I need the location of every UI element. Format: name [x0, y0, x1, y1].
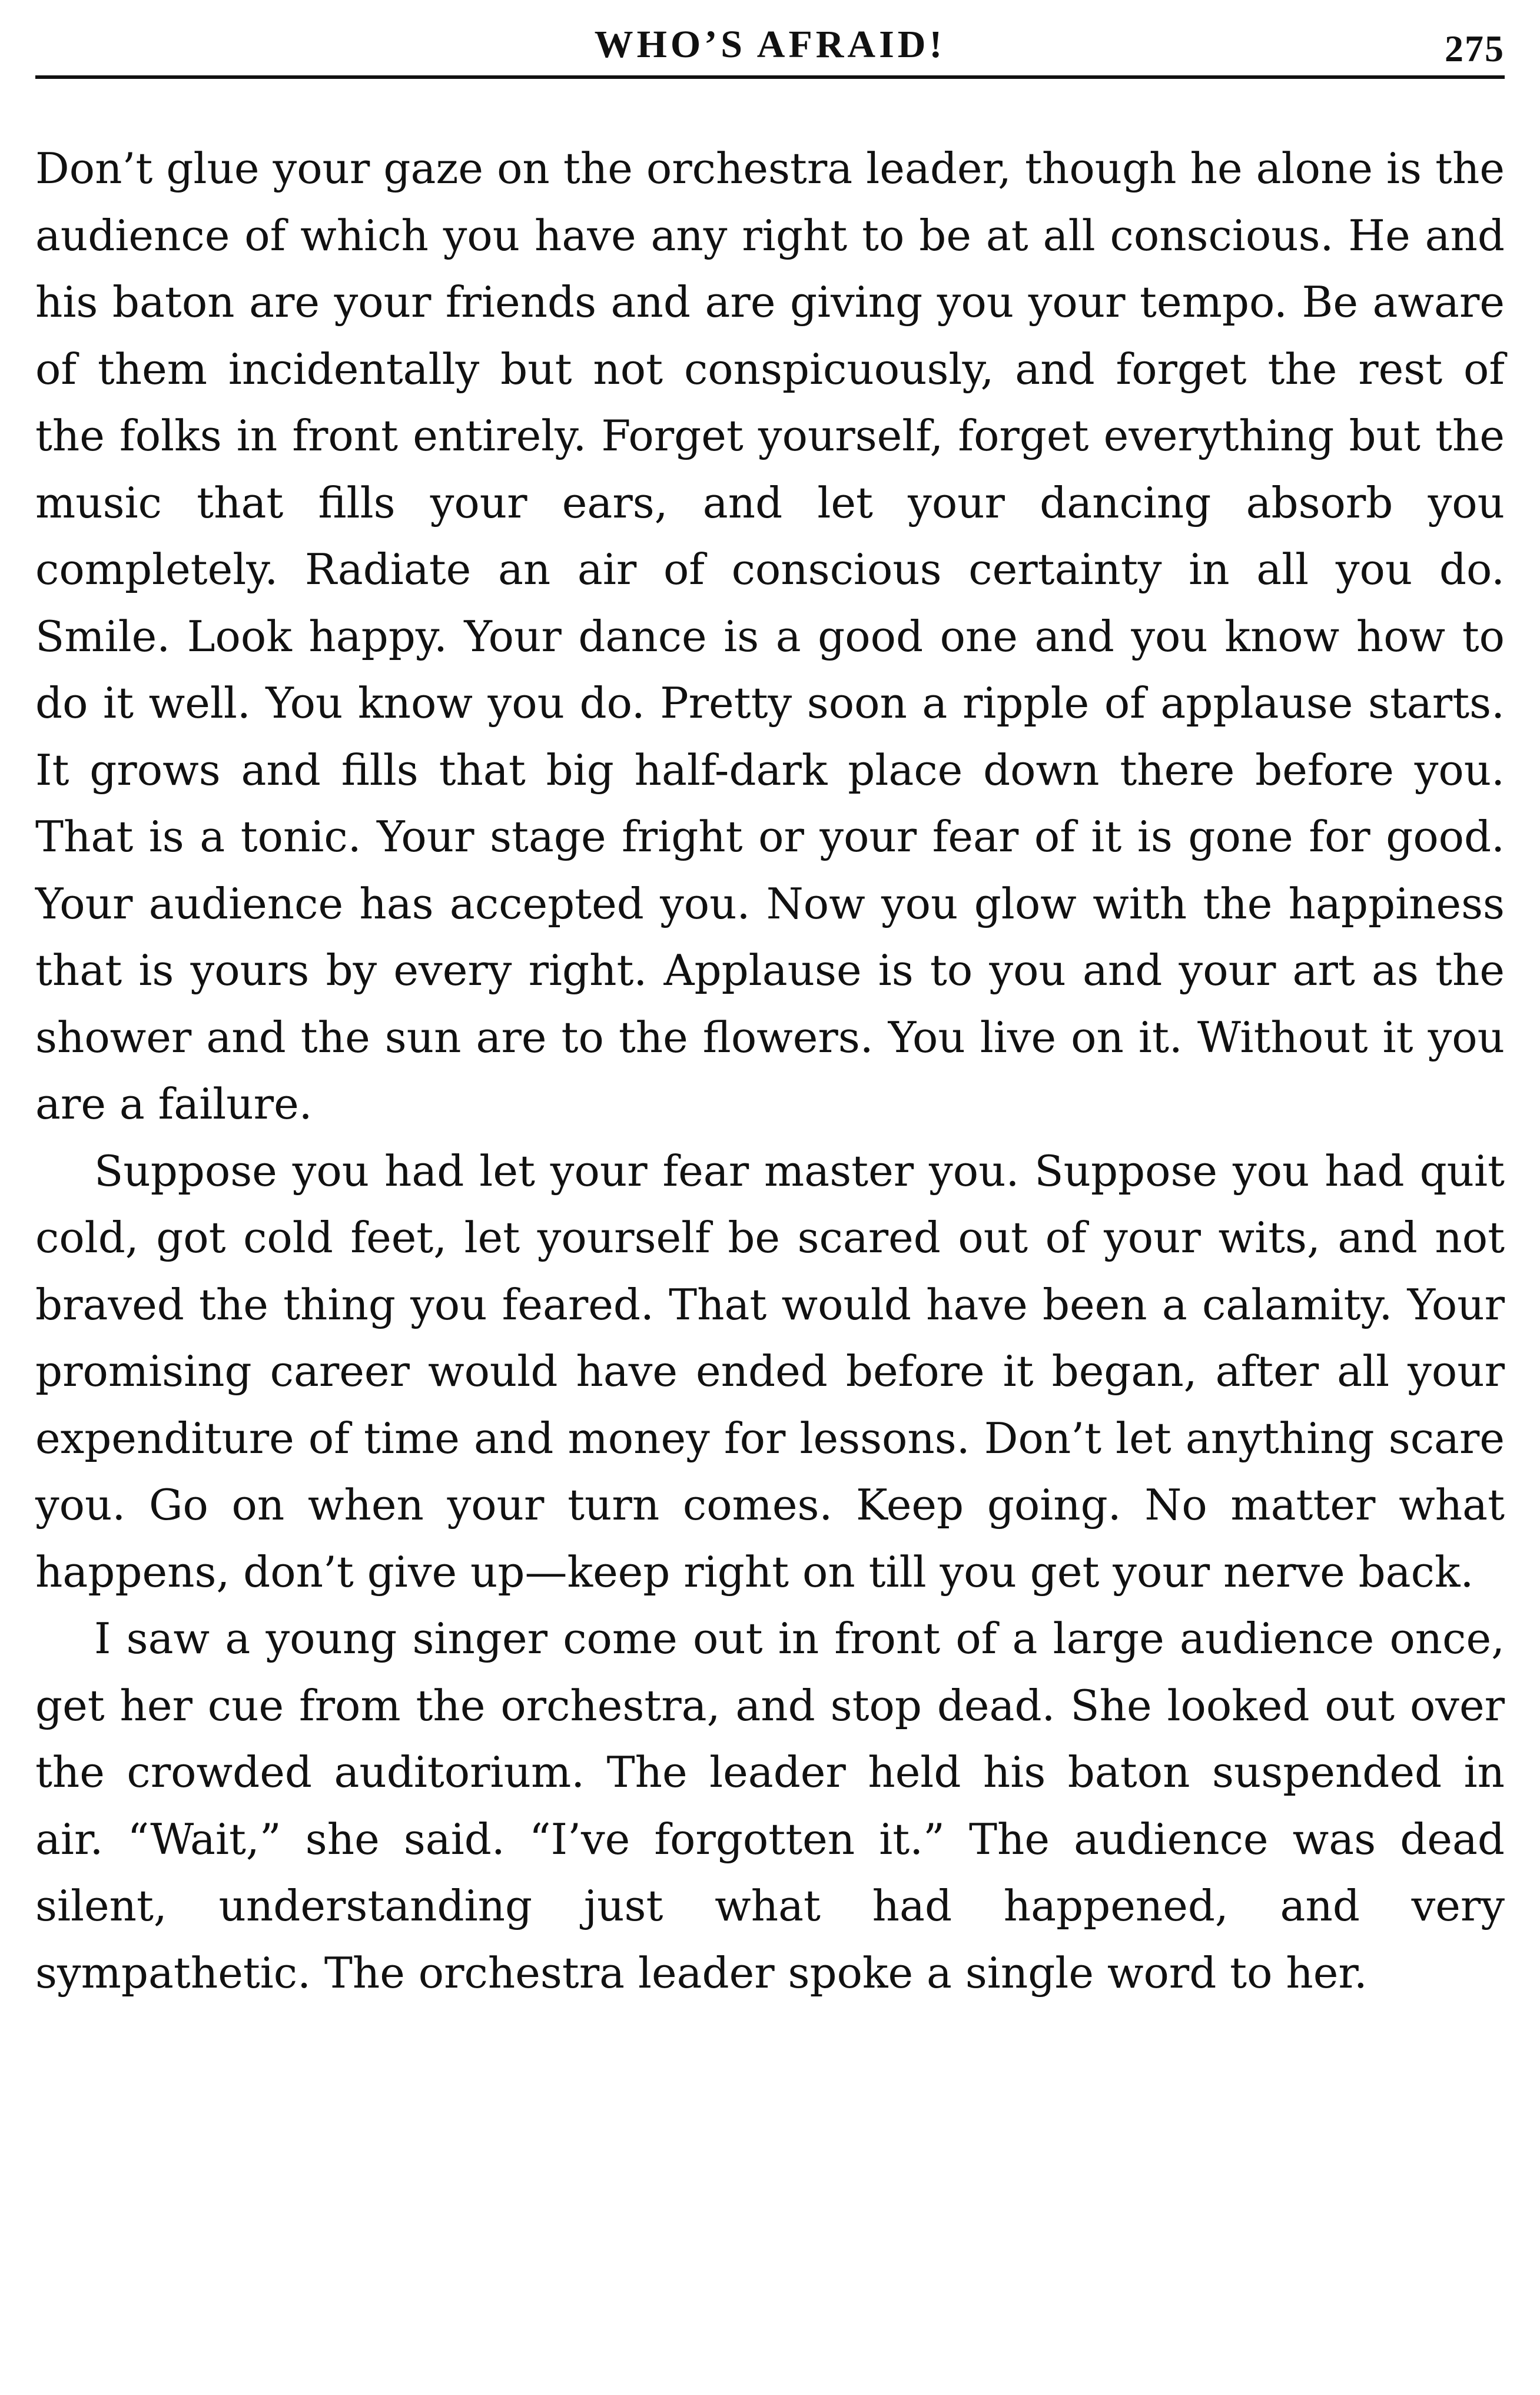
- running-head: WHO’S AFRAID!: [594, 23, 946, 66]
- paragraph-3: I saw a young singer come out in front of a large audience once, get her cue from the orchestra, and stop dead. She looked out over the crowded auditorium. The leader held his baton suspended in air. “Wait,” she said. “I’ve forgotten it.” The audience was dead silent, understanding just what had happened, and very sympathetic. The orchestra leader spoke a single word to her.: [35, 1614, 1505, 1998]
- header-rule: [35, 75, 1505, 79]
- paragraph-1: Don’t glue your gaze on the orchestra leader, though he alone is the audience of which you have any right to be at all conscious. He and his baton are your friends and are giving you your tempo. Be aware of them incidentally but not conspicuously, and forget the rest of the folks in front entirely. Forget yourself, forget everything but the music that fills your ears, and let your dancing absorb you completely. Radiate an air of conscious certainty in all you do. Smile. Look happy. Your dance is a good one and you know how to do it well. You know you do. Pretty soon a ripple of applause starts. It grows and fills that big half-dark place down there before you. That is a tonic. Your stage fright or your fear of it is gone for good. Your audience has accepted you. Now you glow with the happiness that is yours by every right. Applause is to you and your art as the shower and the sun are to the flowers. You live on it. Without it you are a failure.: [35, 144, 1505, 1129]
- body-text: [35, 135, 1505, 2006]
- page-number: 275: [1445, 28, 1505, 69]
- page-header: [35, 16, 1505, 81]
- paragraph-2: Suppose you had let your fear master you. Suppose you had quit cold, got cold feet, let yourself be scared out of your wits, and not braved the thing you feared. That would have been a calamity. Your promising career would have ended before it began, after all your expenditure of time and money for lessons. Don’t let anything scare you. Go on when your turn comes. Keep going. No matter what happens, don’t give up—keep right on till you get your nerve back.: [35, 1146, 1505, 1597]
